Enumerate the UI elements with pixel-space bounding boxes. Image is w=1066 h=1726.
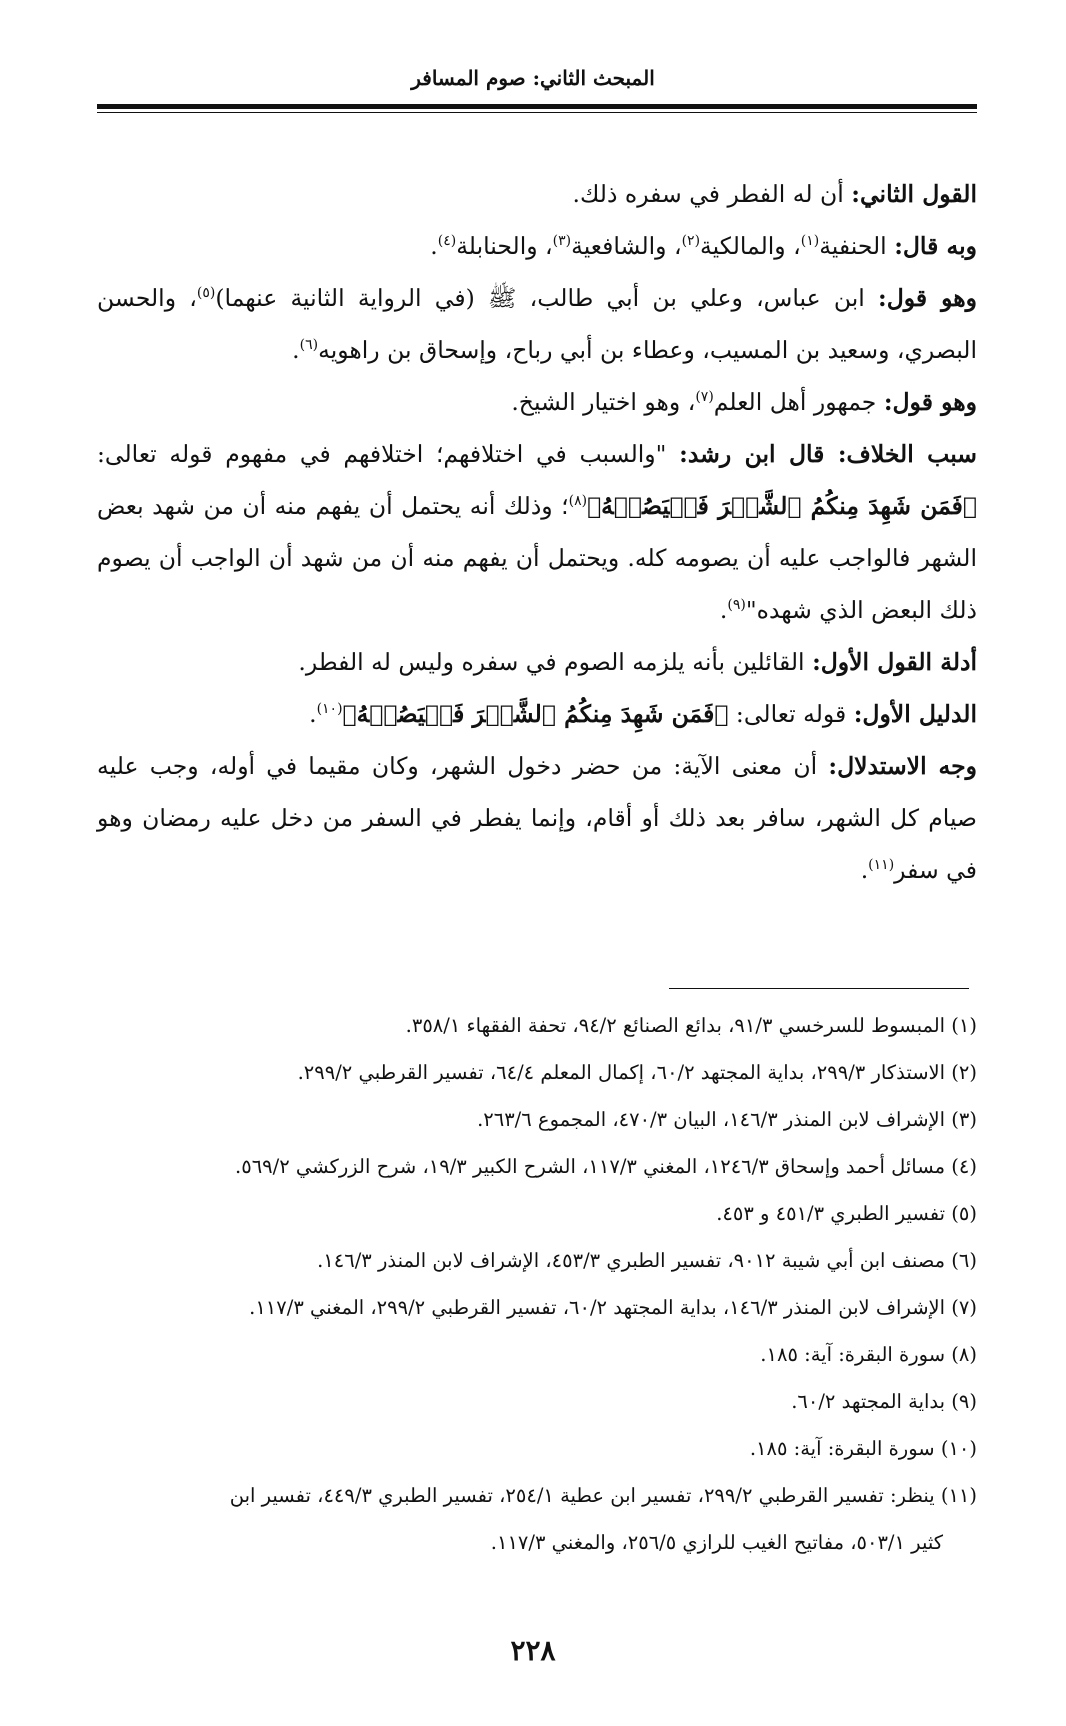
footnote-ref[interactable]: (١١) xyxy=(868,857,895,874)
footnote-item: (٥) تفسير الطبري ٤٥١/٣ و ٤٥٣. xyxy=(716,1202,977,1225)
header-rule-thin xyxy=(97,112,977,113)
footnote-ref[interactable]: (٢) xyxy=(681,233,701,250)
paragraph-text: القائلين بأنه يلزمه الصوم في سفره وليس له الفطر. xyxy=(298,648,813,676)
footnote-ref[interactable]: (٩) xyxy=(727,597,746,614)
paragraph-text: . xyxy=(719,596,728,624)
paragraph-text: أن معنى الآية: من حضر دخول الشهر، وكان مقيما في أوله، وجب عليه صيام كل الشهر، سافر بعد ذلك أو أقام، وإنما يفطر في السفر من دخل عليه رمضان وهو في سفر xyxy=(97,752,977,884)
paragraph-text: ؛ وذلك أنه يحتمل أن يفهم منه أن من شهد بعض الشهر فالواجب عليه أن يصومه كله. ويحتمل أن يفهم منه أن من شهد أن الواجب أن يصوم ذلك البعض الذي شهده" xyxy=(97,492,977,624)
paragraph-label: الدليل الأول: xyxy=(853,700,977,728)
paragraph-text: . xyxy=(292,336,300,364)
footnote-item: (٣) الإشراف لابن المنذر ١٤٦/٣، البيان ٤٧٠/٣، المجموع ٢٦٣/٦. xyxy=(477,1108,977,1131)
paragraph-companions xyxy=(97,272,977,376)
paragraph-text: ، وهو اختيار الشيخ. xyxy=(511,388,696,416)
footnote-ref[interactable]: (٥) xyxy=(196,285,216,302)
paragraph-majority xyxy=(97,376,977,428)
footnote-ref[interactable]: (٤) xyxy=(437,233,457,250)
paragraph-text: ، والشافعية xyxy=(571,232,682,260)
paragraph-reason-disagreement xyxy=(97,428,977,636)
paragraph-first-evidence xyxy=(97,688,977,740)
paragraph-text: ، والحسن البصري، وسعيد بن المسيب، وعطاء بن أبي رباح، وإسحاق بن راهويه xyxy=(97,284,977,364)
paragraph-label: وهو قول: xyxy=(883,388,977,416)
paragraph-text: أن له الفطر في سفره ذلك. xyxy=(572,180,852,208)
paragraph-text: . xyxy=(309,700,317,728)
paragraph-label: سبب الخلاف: xyxy=(837,440,977,468)
footnote-ref[interactable]: (١) xyxy=(800,233,820,250)
paragraph-evidence-first-opinion xyxy=(97,636,977,688)
footnote-item: (٨) سورة البقرة: آية: ١٨٥. xyxy=(760,1343,977,1366)
paragraph-text: . xyxy=(430,232,438,260)
footnote-item: (٢) الاستذكار ٢٩٩/٣، بداية المجتهد ٦٠/٢، إكمال المعلم ٦٤/٤، تفسير القرطبي ٢٩٩/٢. xyxy=(297,1061,977,1084)
paragraph-text: . xyxy=(860,856,869,884)
footnote-item: (١) المبسوط للسرخسي ٩١/٣، بدائع الصنائع ٩٤/٢، تحفة الفقهاء ٣٥٨/١. xyxy=(405,1014,977,1037)
footnote-continuation: كثير ٥٠٣/١، مفاتيح الغيب للرازي ٢٥٦/٥، والمغني ١١٧/٣. xyxy=(490,1531,943,1554)
footnote-ref[interactable]: (٣) xyxy=(552,233,572,250)
main-text xyxy=(97,168,977,896)
paragraph-second-opinion xyxy=(97,168,977,220)
paragraph-sublabel: قال ابن رشد: xyxy=(679,440,838,468)
footnote-item: (٦) مصنف ابن أبي شيبة ٩٠١٢، تفسير الطبري ٤٥٣/٣، الإشراف لابن المنذر ١٤٦/٣. xyxy=(317,1249,977,1272)
footnote-separator xyxy=(669,988,969,989)
paragraph-text: ، والمالكية xyxy=(700,232,801,260)
paragraph-text: ابن عباس، وعلي بن أبي طالب، ﷺ (في الرواية الثانية عنهما) xyxy=(215,284,879,312)
paragraph-text: قوله تعالى: xyxy=(728,700,854,728)
paragraph-text: ، والحنابلة xyxy=(456,232,553,260)
paragraph-text: "والسبب في اختلافهم؛ اختلافهم في مفهوم قوله تعالى: xyxy=(97,440,680,468)
quran-verse: ﴿فَمَن شَهِدَ مِنكُمُ ٱلشَّهۡرَ فَلۡيَصُمۡهُ﴾ xyxy=(342,700,729,728)
paragraph-label: وهو قول: xyxy=(878,284,977,312)
paragraph-inference xyxy=(97,740,977,896)
footnote-item: (١٠) سورة البقرة: آية: ١٨٥. xyxy=(749,1437,977,1460)
footnote-item: (١١) ينظر: تفسير القرطبي ٢٩٩/٢، تفسير ابن عطية ٢٥٤/١، تفسير الطبري ٤٤٩/٣، تفسير ابن xyxy=(229,1484,977,1507)
footnote-ref[interactable]: (٦) xyxy=(299,337,319,354)
running-header: المبحث الثاني: صوم المسافر xyxy=(411,66,655,90)
page-number: ٢٢٨ xyxy=(510,1634,556,1667)
paragraph-label: القول الثاني: xyxy=(851,180,977,208)
footnote-ref[interactable]: (٧) xyxy=(695,389,714,406)
quran-verse: ﴿فَمَن شَهِدَ مِنكُمُ ٱلشَّهۡرَ فَلۡيَصُمۡهُ﴾ xyxy=(587,492,977,520)
paragraph-text: الحنفية xyxy=(819,232,895,260)
footnote-ref[interactable]: (٨) xyxy=(568,493,588,510)
paragraph-schools xyxy=(97,220,977,272)
header-rule-thick xyxy=(97,104,977,109)
footnote-item: (٧) الإشراف لابن المنذر ١٤٦/٣، بداية المجتهد ٦٠/٢، تفسير القرطبي ٢٩٩/٢، المغني ١١٧/٣. xyxy=(249,1296,977,1319)
paragraph-text: جمهور أهل العلم xyxy=(713,388,884,416)
paragraph-label: أدلة القول الأول: xyxy=(812,648,977,676)
footnote-item: (٩) بداية المجتهد ٦٠/٢. xyxy=(791,1390,977,1413)
footnote-item: (٤) مسائل أحمد وإسحاق ١٢٤٦/٣، المغني ١١٧/٣، الشرح الكبير ١٩/٣، شرح الزركشي ٥٦٩/٢. xyxy=(235,1155,977,1178)
footnote-ref[interactable]: (١٠) xyxy=(316,701,343,718)
paragraph-label: وجه الاستدلال: xyxy=(828,752,977,780)
paragraph-label: وبه قال: xyxy=(894,232,977,260)
footnotes xyxy=(97,1002,977,1566)
